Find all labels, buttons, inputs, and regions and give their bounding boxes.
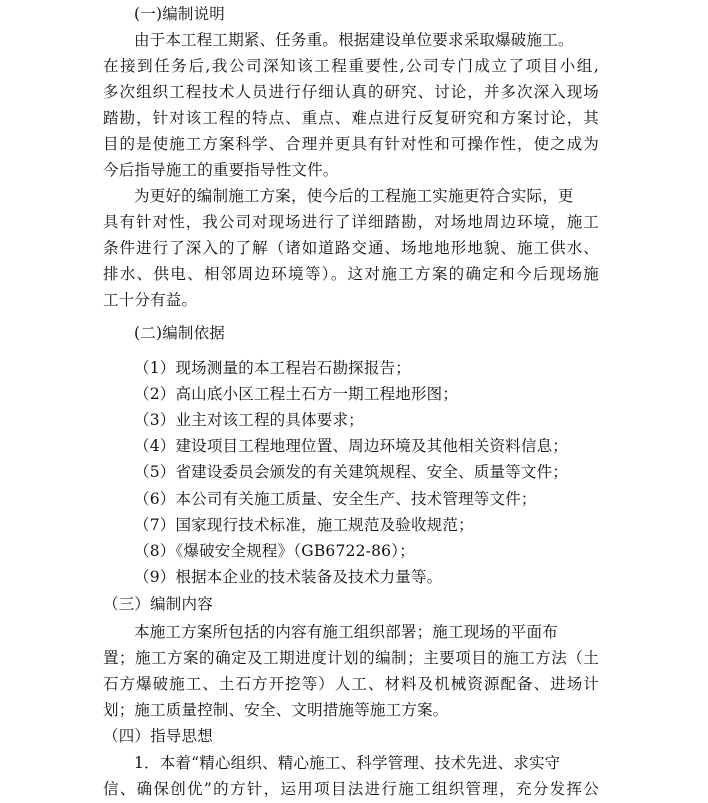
paragraph-line: 具有针对性，我公司对现场进行了详细踏勘，对场地周边环境，施工 [103, 213, 599, 231]
list-item: （8）《爆破安全规程》（GB6722-86）； [134, 542, 415, 560]
section-heading-4: （四）指导思想 [103, 727, 213, 745]
paragraph-line: 划；施工质量控制、安全、文明措施等施工方案。 [103, 701, 449, 719]
paragraph-line: 1．本着“精心组织、精心施工、科学管理、技术先进、求实守 [134, 754, 561, 772]
list-item: （5）省建设委员会颁发的有关建筑规程、安全、质量等文件； [134, 463, 568, 481]
list-item: （4）建设项目工程地理位置、周边环境及其他相关资料信息； [134, 437, 568, 455]
paragraph-line: 多次组织工程技术人员进行仔细认真的研究、讨论，并多次深入现场 [103, 83, 599, 101]
section-heading-1: (一)编制说明 [134, 5, 225, 23]
paragraph-line: 为更好的编制施工方案，使今后的工程施工实施更符合实际，更 [134, 187, 574, 205]
paragraph-line: 踏勘，针对该工程的特点、重点、难点进行反复研究和方案讨论，其 [103, 109, 599, 127]
list-item: （1）现场测量的本工程岩石勘探报告； [134, 359, 411, 377]
paragraph-line: 由于本工程工期紧、任务重。根据建设单位要求采取爆破施工。 [134, 31, 574, 49]
paragraph-line: 置；施工方案的确定及工期进度计划的编制；主要项目的施工方法（土 [103, 649, 599, 667]
paragraph-line: 目的是使施工方案科学、合理并更具有针对性和可操作性，使之成为 [103, 135, 599, 153]
paragraph-line: 条件进行了深入的了解（诸如道路交通、场地地形地貌、施工供水、 [103, 239, 599, 257]
paragraph-line: 在接到任务后,我公司深知该工程重要性,公司专门成立了项目小组, [103, 57, 599, 75]
list-item: （9）根据本企业的技术装备及技术力量等。 [134, 568, 443, 586]
paragraph-line: 今后指导施工的重要指导性文件。 [103, 161, 339, 179]
paragraph-line: 排水、供电、相邻周边环境等）。这对施工方案的确定和今后现场施 [103, 265, 599, 283]
paragraph-line: 信、确保创优”的方针，运用项目法进行施工组织管理，充分发挥公 [103, 780, 599, 798]
section-heading-2: (二)编制依据 [134, 324, 225, 342]
section-heading-3: （三）编制内容 [103, 595, 213, 613]
list-item: （6）本公司有关施工质量、安全生产、技术管理等文件； [134, 490, 537, 508]
paragraph-line: 石方爆破施工、土石方开挖等）人工、材料及机械资源配备、进场计 [103, 675, 599, 693]
paragraph-line: 本施工方案所包括的内容有施工组织部署；施工现场的平面布 [134, 623, 558, 641]
paragraph-line: 工十分有益。 [103, 291, 198, 309]
list-item: （2）高山底小区工程土石方一期工程地形图； [134, 385, 459, 403]
list-item: （3）业主对该工程的具体要求； [134, 411, 364, 429]
list-item: （7）国家现行技术标准，施工规范及验收规范； [134, 516, 474, 534]
